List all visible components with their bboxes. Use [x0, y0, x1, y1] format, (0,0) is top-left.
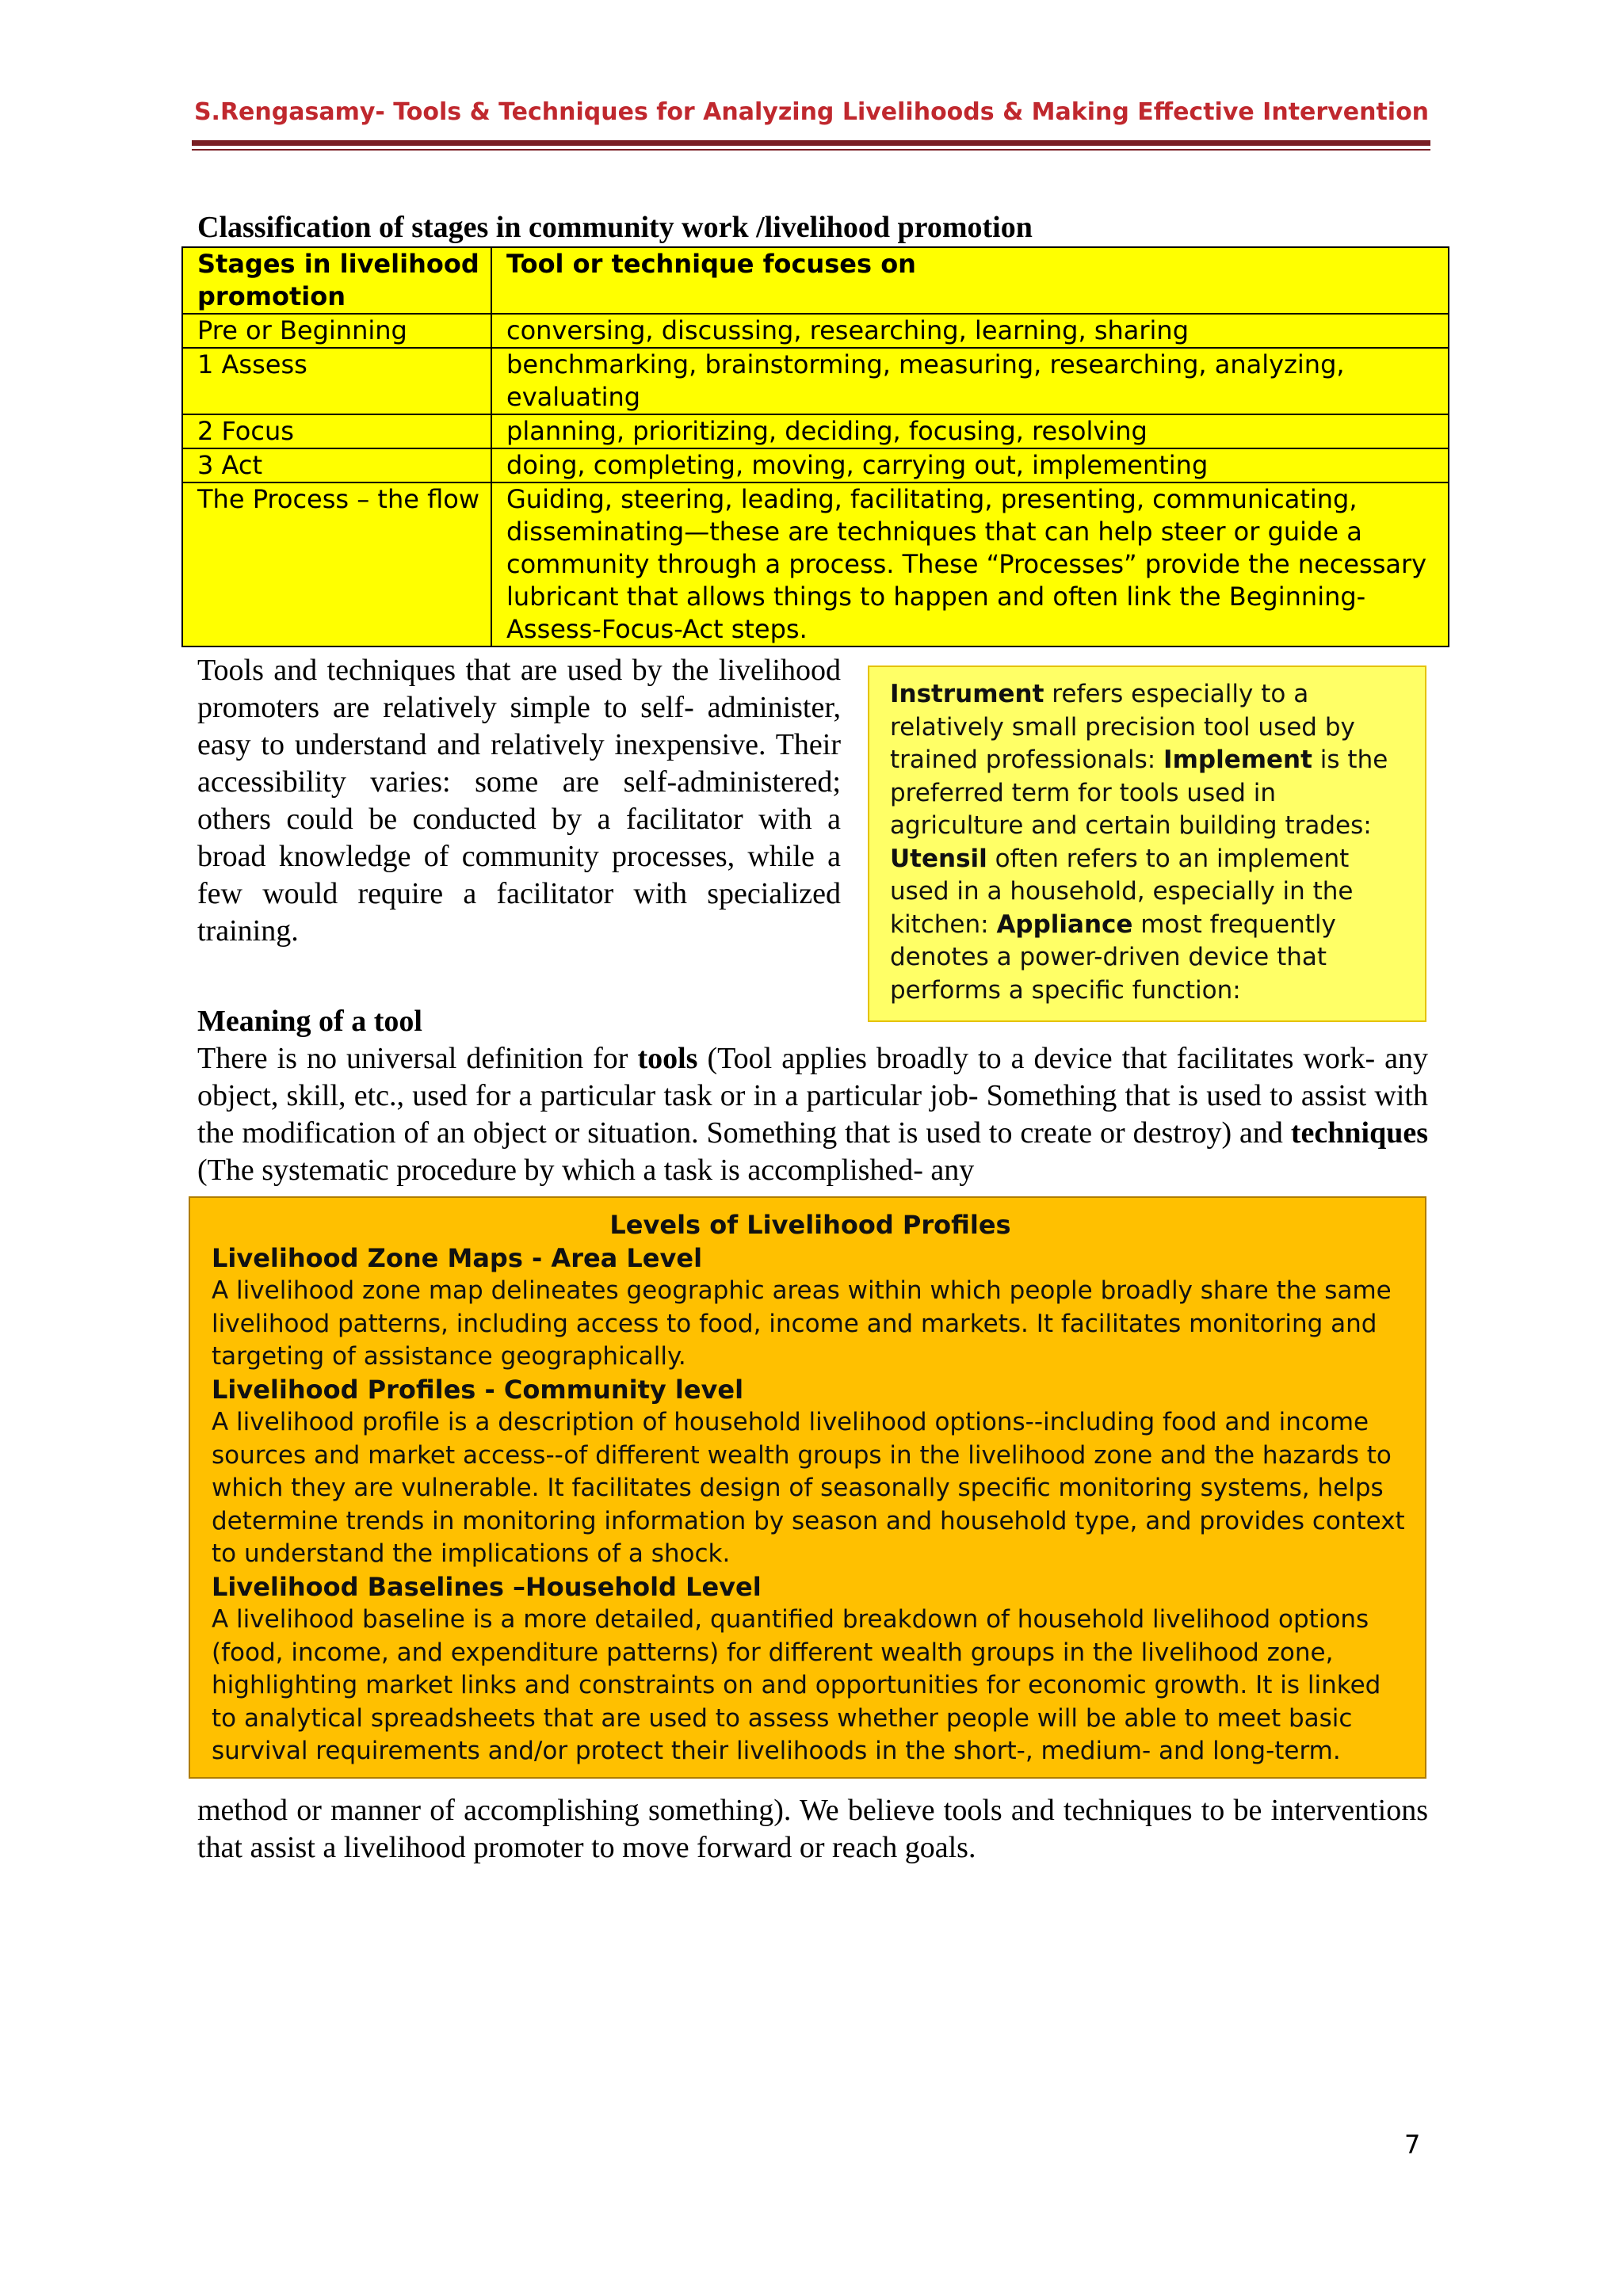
- table-row: [182, 314, 1449, 348]
- levels-text: A livelihood zone map delineates geographic areas within which people broadly share the same livelihood patterns, including access to food, income and markets. It facilitates monitoring and targeting of assistance geographically.: [212, 1276, 1392, 1371]
- term-implement: Implement: [1163, 746, 1312, 774]
- stage-cell: 3 Act: [182, 448, 491, 482]
- table-row: [182, 448, 1449, 482]
- table-row: [182, 414, 1449, 448]
- term-techniques: techniques: [1290, 1116, 1428, 1150]
- term-tools: tools: [637, 1042, 698, 1075]
- running-header: S.Rengasamy- Tools & Techniques for Analyzing Livelihoods & Making Effective Intervention: [193, 98, 1430, 126]
- intro-paragraph: Tools and techniques that are used by the livelihood promoters are relatively simple to self- administer, easy to understand and relatively inexpensive. Their accessibility varies: some are self-administered; others could be conducted by a facilitator with a broad knowledge of community processes, while a few would require a facilitator with specialized training.: [197, 654, 841, 948]
- callout-text: is the preferred term for tools used in agriculture and certain building trades:: [890, 746, 1388, 840]
- header-rule: [192, 140, 1430, 146]
- term-appliance: Appliance: [996, 910, 1133, 939]
- levels-title: Levels of Livelihood Profiles: [609, 1210, 1011, 1240]
- levels-subheading: Livelihood Profiles - Community level: [212, 1374, 744, 1405]
- term-instrument: Instrument: [890, 680, 1044, 708]
- page-number: 7: [1404, 2130, 1421, 2160]
- header-rule-thin: [192, 149, 1430, 151]
- levels-subheading: Livelihood Zone Maps - Area Level: [212, 1242, 703, 1273]
- callout-text: refers especially to a relatively small precision tool used by trained professionals:: [890, 680, 1355, 774]
- focus-cell: Guiding, steering, leading, facilitating, presenting, communicating, disseminating—these are techniques that can help steer or guide a community through a process. These “Processes” provide the necessary lubricant that allows things to happen and often link the Beginning-Assess-Focus-Act steps.: [491, 482, 1449, 646]
- paragraph-text: (Tool applies broadly to a device that facilitates work- any object, skill, etc., used for a particular task or in a particular job- Something that is used to assist with the modification of an object or situation. Something that is used to create or destroy) and: [197, 1042, 1429, 1150]
- stage-cell: 2 Focus: [182, 414, 491, 448]
- levels-callout: [189, 1196, 1426, 1779]
- closing-paragraph: method or manner of accomplishing something). We believe tools and techniques to be interventions that assist a livelihood promoter to move forward or reach goals.: [197, 1794, 1428, 1864]
- stage-cell: 1 Assess: [182, 348, 491, 414]
- callout-text: most frequently denotes a power-driven device that performs a specific function:: [890, 910, 1336, 1005]
- meaning-paragraph: [197, 1040, 1428, 1189]
- focus-cell: planning, prioritizing, deciding, focusing, resolving: [491, 414, 1449, 448]
- paragraph-text: There is no universal definition for: [197, 1042, 638, 1075]
- table-row: [182, 348, 1449, 414]
- focus-cell: conversing, discussing, researching, learning, sharing: [491, 314, 1449, 348]
- stage-cell: The Process – the flow: [182, 482, 491, 646]
- stages-table: [181, 246, 1449, 647]
- levels-subheading: Livelihood Baselines –Household Level: [212, 1571, 762, 1602]
- term-utensil: Utensil: [890, 844, 987, 873]
- instrument-callout: [868, 666, 1426, 1022]
- focus-cell: benchmarking, brainstorming, measuring, researching, analyzing, evaluating: [491, 348, 1449, 414]
- paragraph-text: (The systematic procedure by which a task is accomplished- any: [197, 1154, 975, 1187]
- section-heading: Classification of stages in community work /livelihood promotion: [197, 211, 1033, 244]
- focus-cell: doing, completing, moving, carrying out, implementing: [491, 448, 1449, 482]
- stage-cell: Pre or Beginning: [182, 314, 491, 348]
- meaning-heading: Meaning of a tool: [197, 1005, 422, 1038]
- table-row: [182, 482, 1449, 646]
- column-header: Tool or technique focuses on: [491, 247, 1449, 314]
- levels-text: A livelihood baseline is a more detailed, quantified breakdown of household livelihood options (food, income, and expenditure patterns) for different wealth groups in the livelihood zone, highlighting market links and constraints on and opportunities for economic growth. It is linked to analytical spreadsheets that are used to assess whether people will be able to meet basic survival requirements and/or protect their livelihoods in the short-, medium- and long-term.: [212, 1605, 1381, 1765]
- column-header: Stages in livelihood promotion: [182, 247, 491, 314]
- levels-text: A livelihood profile is a description of household livelihood options--including food and income sources and market access--of different wealth groups in the livelihood zone and the hazards to which they are vulnerable. It facilitates design of seasonally specific monitoring systems, helps determine trends in monitoring information by season and household type, and provides context to understand the implications of a shock.: [212, 1408, 1405, 1568]
- table-header-row: [182, 247, 1449, 314]
- callout-text: often refers to an implement used in a household, especially in the kitchen:: [890, 844, 1354, 939]
